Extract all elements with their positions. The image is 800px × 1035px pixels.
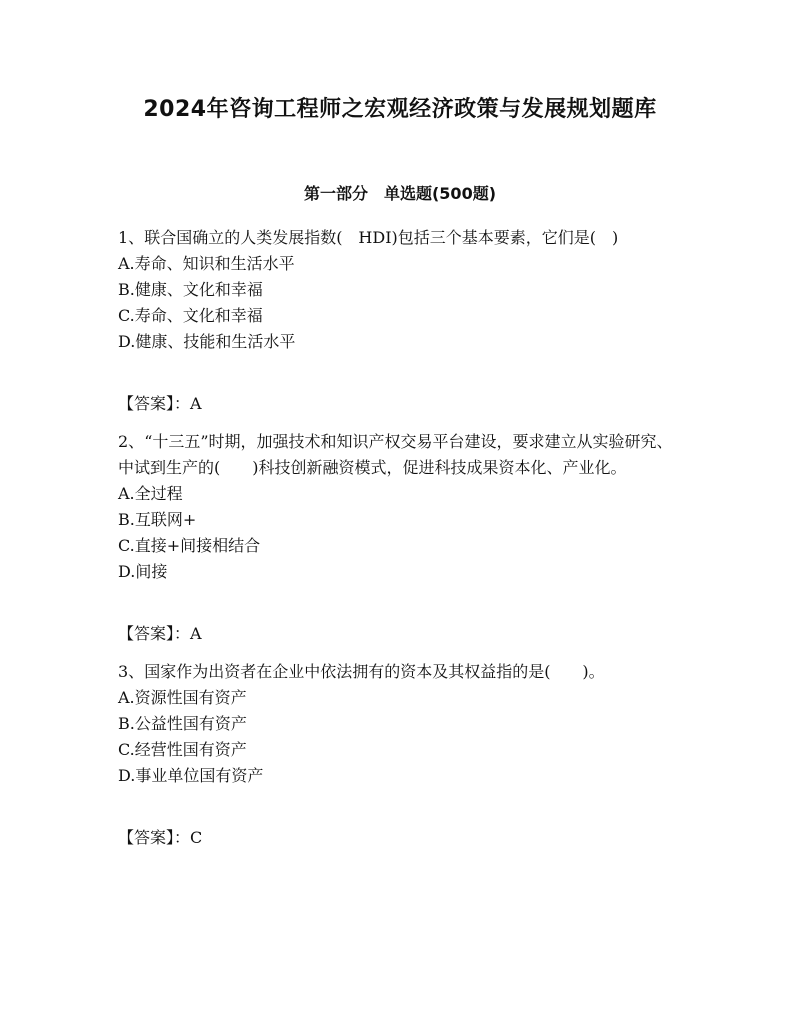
question-2-option-d: D.间接 xyxy=(118,562,168,581)
question-2-option-a: A.全过程 xyxy=(118,484,183,503)
question-1-option-a: A.寿命、知识和生活水平 xyxy=(118,254,295,273)
question-3-number: 3、 xyxy=(118,662,145,681)
question-2-answer-value: A xyxy=(190,624,202,643)
question-2-number: 2、 xyxy=(118,432,145,451)
question-3 xyxy=(118,659,684,851)
question-2-option-b: B.互联网+ xyxy=(118,510,197,529)
question-2 xyxy=(118,429,684,647)
question-3-option-d: D.事业单位国有资产 xyxy=(118,766,264,785)
answer-label: 【答案】： xyxy=(118,394,191,413)
question-1 xyxy=(118,225,684,417)
question-2-answer xyxy=(118,621,684,647)
question-1-text xyxy=(118,225,684,251)
question-3-option-c: C.经营性国有资产 xyxy=(118,740,247,759)
question-1-option-c: C.寿命、文化和幸福 xyxy=(118,306,263,325)
answer-label: 【答案】： xyxy=(118,624,191,643)
question-3-option-a: A.资源性国有资产 xyxy=(118,688,247,707)
page-title: 2024年咨询工程师之宏观经济政策与发展规划题库 xyxy=(143,97,657,122)
question-1-option-d: D.健康、技能和生活水平 xyxy=(118,332,296,351)
question-2-text xyxy=(118,429,684,481)
question-1-option-b: B.健康、文化和幸福 xyxy=(118,280,263,299)
section-title: 第一部分 单选题(500题) xyxy=(303,184,497,203)
question-1-answer xyxy=(118,391,684,417)
question-3-option-b: B.公益性国有资产 xyxy=(118,714,247,733)
question-2-option-c: C.直接+间接相结合 xyxy=(118,536,261,555)
question-2-body: “十三五”时期，加强技术和知识产权交易平台建设，要求建立从实验研究、中试到生产的( )科技创新融资模式，促进科技成果资本化、产业化。 xyxy=(118,432,673,477)
question-1-answer-value: A xyxy=(190,394,202,413)
question-3-text xyxy=(118,659,684,685)
question-1-number: 1、 xyxy=(118,228,145,247)
question-3-body: 国家作为出资者在企业中依法拥有的资本及其权益指的是( )。 xyxy=(144,662,605,681)
question-3-answer xyxy=(118,825,684,851)
question-list xyxy=(118,225,684,863)
question-1-body: 联合国确立的人类发展指数( HDI)包括三个基本要素，它们是( ) xyxy=(144,228,619,247)
answer-label: 【答案】： xyxy=(118,828,191,847)
question-3-answer-value: C xyxy=(190,828,203,847)
